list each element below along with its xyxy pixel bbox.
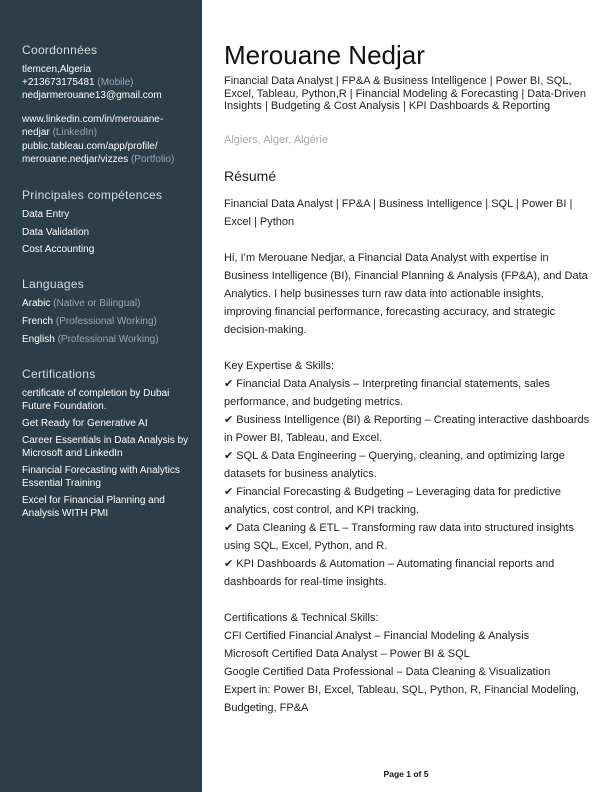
tableau-url[interactable]: public.tableau.com/app/profile/ — [22, 141, 158, 152]
expertise-item: ✔ Financial Data Analysis – Interpreting financial statements, sales performance, and budgeting metrics. — [224, 378, 550, 408]
intro-paragraph: Hi, I’m Merouane Nedjar, a Financial Data Analyst with expertise in Business Intelligence (BI), Financial Planning & Analysis (FP&A), and Data Analytics. I help businesses turn raw data into actionable insights, improving financial performance, forecasting accuracy, and strategic decision-making. — [224, 252, 588, 336]
certification-item: Career Essentials in Data Analysis by Microsoft and LinkedIn — [22, 435, 189, 459]
linkedin-url[interactable]: www.linkedin.com/in/merouane- — [22, 114, 164, 125]
phone-line — [22, 77, 194, 90]
certification-item: Financial Forecasting with Analytics Essential Training — [22, 465, 180, 489]
phone: +213673175481 — [22, 77, 95, 88]
certifications-heading: Certifications — [22, 367, 96, 381]
page-number: Page 1 of 5 — [383, 769, 429, 779]
skill-item: Data Validation — [22, 227, 90, 238]
language-name: English — [22, 334, 55, 345]
summary-short: Financial Data Analyst | FP&A | Business Intelligence | SQL | Power BI | Excel | Python — [224, 198, 573, 228]
language-name: Arabic — [22, 298, 51, 309]
tableau-tag: (Portfolio) — [130, 154, 175, 165]
profile-headline: Financial Data Analyst | FP&A & Business Intelligence | Power BI, SQL, Excel, Tableau, Python,R | Financial Modeling & Forecasting | Data-Driven Insights | Budgeting & Cost Analysis | KPI Dashboards & Reporting — [224, 75, 586, 112]
languages-heading: Languages — [22, 277, 85, 291]
certification-item: Excel for Financial Planning and Analysis WITH PMI — [22, 495, 165, 519]
language-level: (Native or Bilingual) — [53, 298, 141, 309]
skills-heading: Principales compétences — [22, 188, 163, 202]
certification-item: Get Ready for Generative AI — [22, 418, 148, 429]
phone-tag: (Mobile) — [97, 77, 134, 88]
language-level: (Professional Working) — [57, 334, 159, 345]
language-item — [22, 334, 194, 347]
expertise-heading: Key Expertise & Skills: — [224, 360, 335, 372]
expertise-item: ✔ Business Intelligence (BI) & Reporting – Creating interactive dashboards in Power BI, Tableau, and Excel. — [224, 414, 590, 444]
expertise-item: ✔ SQL & Data Engineering – Querying, cleaning, and optimizing large datasets for business analytics. — [224, 450, 565, 480]
email[interactable]: nedjarmerouane13@gmail.com — [22, 90, 162, 101]
city: tlemcen,Algeria — [22, 64, 91, 75]
resume-heading: Résumé — [224, 168, 277, 184]
language-item — [22, 316, 194, 329]
technical-cert-item: Microsoft Certified Data Analyst – Power BI & SQL — [224, 648, 470, 660]
tableau-line[interactable] — [22, 154, 194, 167]
technical-certs-heading: Certifications & Technical Skills: — [224, 612, 379, 624]
expertise-item: ✔ Data Cleaning & ETL – Transforming raw data into structured insights using SQL, Excel, Python, and R. — [224, 522, 574, 552]
language-name: French — [22, 316, 54, 327]
skill-item: Cost Accounting — [22, 244, 95, 255]
language-item — [22, 298, 194, 311]
profile-name: Merouane Nedjar — [224, 40, 425, 70]
expertise-item: ✔ KPI Dashboards & Automation – Automating financial reports and dashboards for real-time insights. — [224, 558, 555, 588]
sidebar — [0, 0, 202, 792]
skill-item: Data Entry — [22, 209, 70, 220]
technical-cert-item: Expert in: Power BI, Excel, Tableau, SQL, Python, R, Financial Modeling, Budgeting, FP&A — [224, 684, 580, 714]
technical-cert-item: CFI Certified Financial Analyst – Financial Modeling & Analysis — [224, 630, 530, 642]
profile-location: Algiers, Alger, Algérie — [224, 134, 328, 146]
contact-heading: Coordonnées — [22, 43, 98, 57]
expertise-item: ✔ Financial Forecasting & Budgeting – Leveraging data for predictive analytics, cost control, and KPI tracking. — [224, 486, 561, 516]
tableau-url-2[interactable]: merouane.nedjar/vizzes — [22, 154, 129, 165]
linkedin-url-2[interactable]: nedjar — [22, 127, 50, 138]
technical-cert-item: Google Certified Data Professional – Data Cleaning & Visualization — [224, 666, 551, 678]
linkedin-line[interactable] — [22, 127, 194, 140]
certification-item: certificate of completion by Dubai Future Foundation. — [22, 388, 170, 412]
language-level: (Professional Working) — [55, 316, 157, 327]
linkedin-tag: (LinkedIn) — [52, 127, 98, 138]
